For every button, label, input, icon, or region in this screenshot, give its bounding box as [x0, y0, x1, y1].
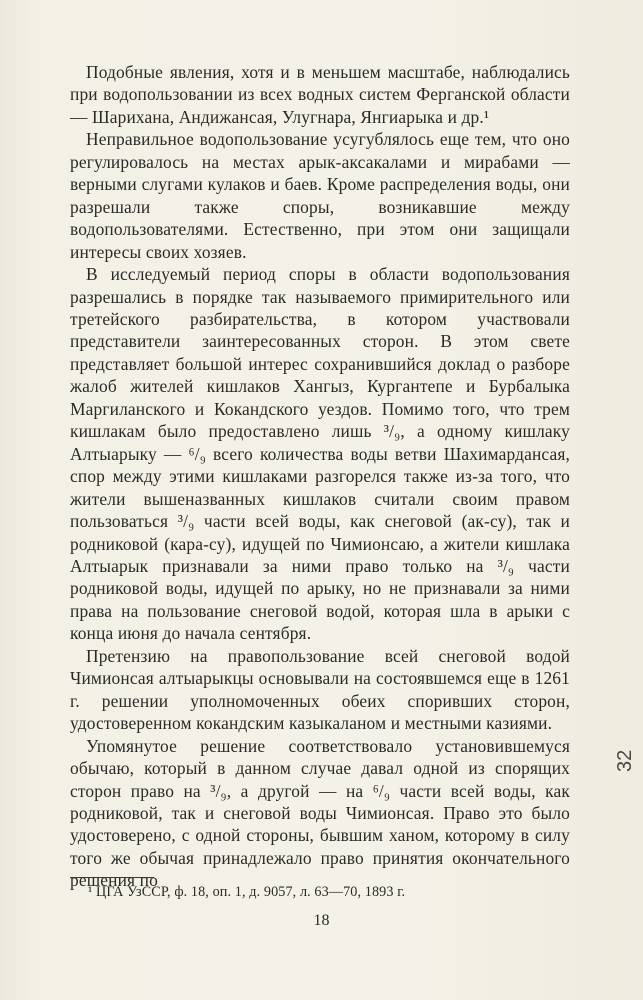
- paragraph-5: Упомянутое решение соответствовало установившемуся обычаю, который в данном случае давал одной из спорящих сторон право на ³/₉, а другой — на ⁶/₉ части всей воды, как родниковой, так и снеговой воды Чимионсая. Право это было удостоверено, с одной стороны, бывшим ханом, которому в силу того же обычая принадлежало право принятия окончательного решения по: [70, 735, 570, 891]
- paragraph-2: Неправильное водопользование усугублялось еще тем, что оно регулировалось на местах арык-аксакалами и мирабами — верными слугами кулаков и баев. Кроме распределения воды, они разрешали также споры, возникавшие между водопользователями. Естественно, при этом они защищали интересы своих хозяев.: [70, 129, 570, 262]
- body-text: [70, 61, 570, 892]
- page-number: 18: [313, 912, 330, 929]
- footnote-divider: [70, 877, 154, 878]
- footnote: ¹ ЦГА УзССР, ф. 18, оп. 1, д. 9057, л. 63—70, 1893 г.: [88, 884, 406, 900]
- paragraph-3: В исследуемый период споры в области водопользования разрешались в порядке так называемого примирительного или третейского разбирательства, в котором участвовали представители заинтересованных сторон. В этом свете представляет большой интерес сохранившийся доклад о разборе жалоб жителей кишлаков Хангыз, Кургантепе и Бурбалыка Маргиланского и Кокандского уездов. Помимо того, что трем кишлакам было предоставлено лишь ³/₉, а одному кишлаку Алтыарыку — ⁶/₉ всего количества воды ветви Шахимардансая, спор между этими кишлаками разгорелся также из-за того, что жители вышеназванных кишлаков считали своим правом пользоваться ³/₉ части всей воды, как снеговой (ак-су), так и родниковой (кара-су), идущей по Чимионсаю, а жители кишлака Алтыарык признавали за ними право только на ³/₉ части родниковой воды, идущей по арыку, но не признавали за ними права на пользование снеговой водой, которая шла в арыки с конца июня до начала сентября.: [70, 264, 570, 644]
- paragraph-4: Претензию на правопользование всей снеговой водой Чимионсая алтыарыкцы основывали на состоявшемся еще в 1261 г. решении уполномоченных обеих споривших сторон, удостоверенном кокандским казыкаланом и местными казиями.: [70, 645, 570, 734]
- paragraph-1: Подобные явления, хотя и в меньшем масштабе, наблюдались при водопользовании из всех водных систем Ферганской области — Шарихана, Андижансая, Улугнара, Янгиарыка и др.¹: [70, 62, 570, 127]
- side-page-stamp: 32: [614, 749, 636, 772]
